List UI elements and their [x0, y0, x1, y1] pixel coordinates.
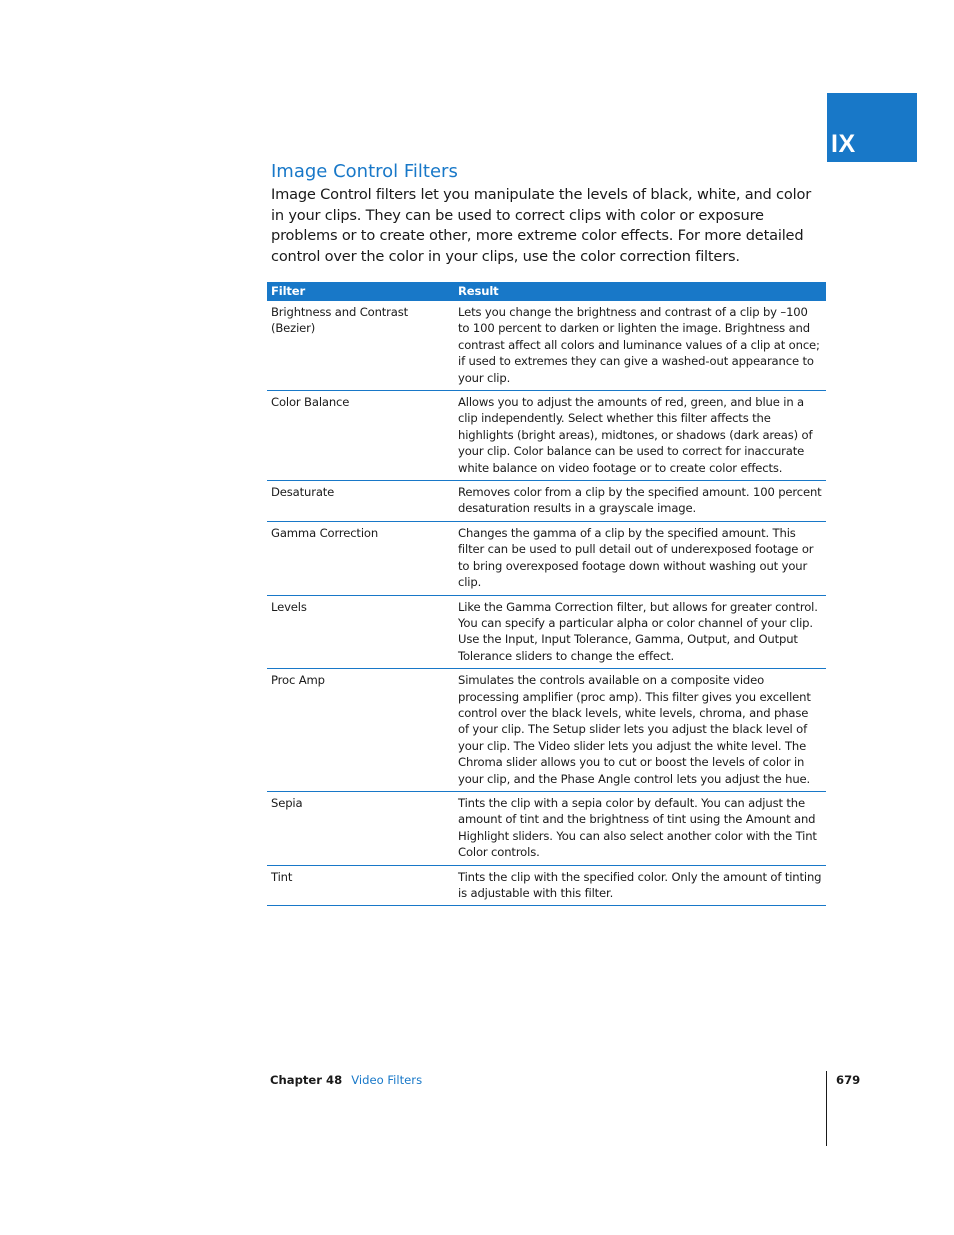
table-row [267, 391, 826, 481]
page-number: 679 [836, 1073, 861, 1087]
filter-result: Tints the clip with the specified color. Only the amount of tinting is adjustable with this filter. [454, 865, 826, 906]
table-header-row [267, 282, 826, 301]
section-intro: Image Control filters let you manipulate the levels of black, white, and color in your clips. They can be used to correct clips with color or exposure problems or to create other, more extreme color effects. For more detailed control over the color in your clips, use the color correction filters. [271, 186, 811, 265]
table-row [267, 595, 826, 669]
table-row [267, 521, 826, 595]
filter-result: Like the Gamma Correction filter, but allows for greater control. You can specify a particular alpha or color channel of your clip. Use the Input, Input Tolerance, Gamma, Output, and Output Tolerance sliders to change the effect. [454, 595, 826, 669]
filter-name: Color Balance [267, 391, 454, 481]
filter-name: Sepia [267, 791, 454, 865]
column-header-result: Result [454, 282, 826, 301]
filter-result: Simulates the controls available on a composite video processing amplifier (proc amp). This filter gives you excellent control over the black levels, white levels, chroma, and phase of your clip. The Setup slider lets you adjust the black level of your clip. The Video slider lets you adjust the white level. The Chroma slider allows you to cut or boost the levels of color in your clip, and the Phase Angle control lets you adjust the hue. [454, 669, 826, 792]
filter-name: Levels [267, 595, 454, 669]
filters-table [267, 282, 826, 906]
table-row [267, 791, 826, 865]
filter-result: Changes the gamma of a clip by the specified amount. This filter can be used to pull detail out of underexposed footage or to bring overexposed footage down without washing out your clip. [454, 521, 826, 595]
chapter-title-link[interactable]: Video Filters [351, 1073, 423, 1087]
table-row [267, 865, 826, 906]
filter-result: Tints the clip with a sepia color by default. You can adjust the amount of tint and the brightness of tint using the Amount and Highlight sliders. You can also select another color with the Tint Color controls. [454, 791, 826, 865]
table-row [267, 669, 826, 792]
filter-result: Allows you to adjust the amounts of red, green, and blue in a clip independently. Select whether this filter affects the highlights (bright areas), midtones, or shadows (dark areas) of your clip. Color balance can be used to correct for inaccurate white balance on video footage or to create color effects. [454, 391, 826, 481]
table-row [267, 481, 826, 522]
filter-result: Lets you change the brightness and contrast of a clip by –100 to 100 percent to darken or lighten the image. Brightness and contrast affect all colors and luminance values of a clip at once; if used to extremes they can give a washed-out appearance to your clip. [454, 301, 826, 391]
filter-name: Tint [267, 865, 454, 906]
filter-name: Gamma Correction [267, 521, 454, 595]
filter-result: Removes color from a clip by the specified amount. 100 percent desaturation results in a grayscale image. [454, 481, 826, 522]
filter-name: Desaturate [267, 481, 454, 522]
chapter-number: Chapter 48 [270, 1073, 343, 1087]
part-tab-label: IX [831, 130, 856, 158]
section-title: Image Control Filters [271, 161, 458, 182]
footer-divider [826, 1071, 827, 1146]
table-row [267, 301, 826, 391]
footer-chapter [270, 1073, 422, 1087]
filter-name: Brightness and Contrast (Bezier) [267, 301, 454, 391]
filter-name: Proc Amp [267, 669, 454, 792]
column-header-filter: Filter [267, 282, 454, 301]
part-tab [827, 93, 917, 162]
